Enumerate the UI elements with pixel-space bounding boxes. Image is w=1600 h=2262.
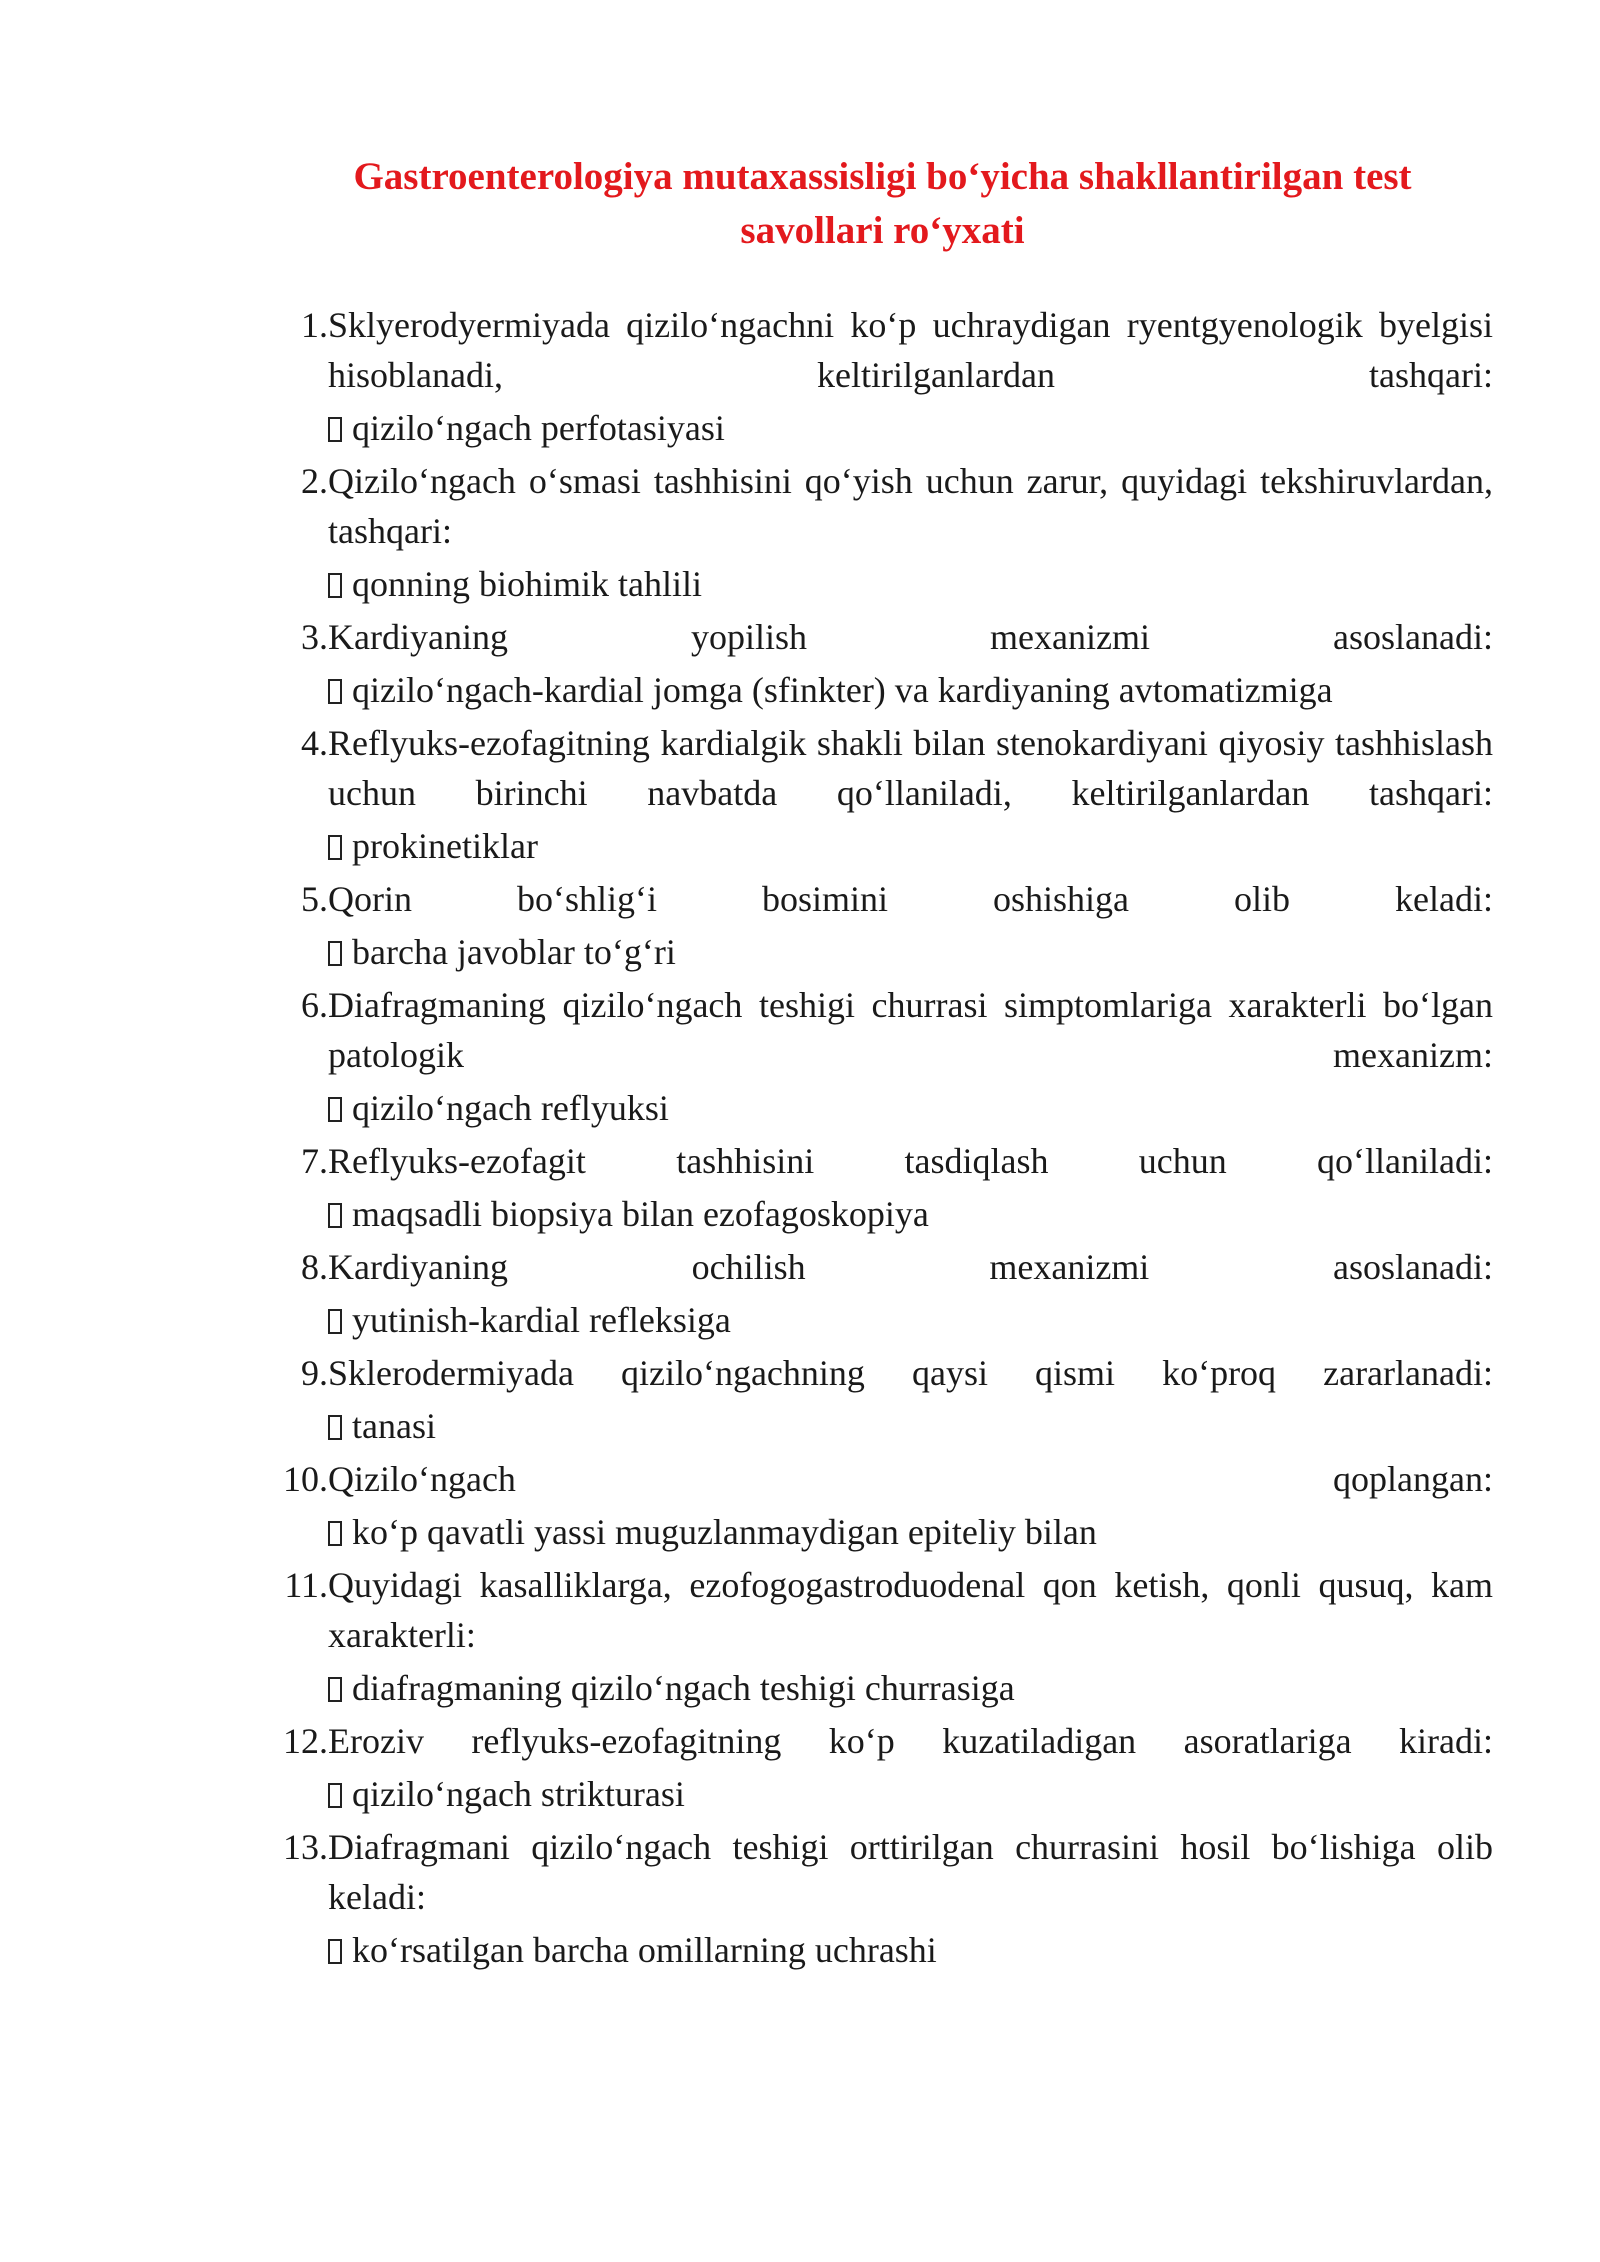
answer-line — [328, 1080, 1495, 1136]
question-text: Qizilo‘ngach qoplangan: — [328, 1459, 1493, 1499]
answer-line — [328, 1398, 1495, 1454]
answer-text: maqsadli biopsiya bilan ezofagoskopiya — [352, 1194, 929, 1234]
question-item — [270, 456, 1495, 612]
question-number: 6. — [301, 985, 328, 1025]
question-item — [270, 1242, 1495, 1348]
question-text: Reflyuks-ezofagitning kardialgik shakli bilan stenokardiyani qiyosiy tashhislash uchun birinchi navbatda qo‘llaniladi, keltirilganlardan tashqari: — [328, 723, 1493, 813]
checkbox-square-icon — [328, 679, 342, 704]
question-text: Qizilo‘ngach o‘smasi tashhisini qo‘yish uchun zarur, quyidagi tekshiruvlardan, tashqari: — [328, 461, 1493, 551]
question-text: Quyidagi kasalliklarga, ezofogogastroduodenal qon ketish, qonli qusuq, kam xarakterli: — [328, 1565, 1493, 1655]
checkbox-square-icon — [328, 1415, 342, 1440]
question-text: Diafragmaning qizilo‘ngach teshigi churrasi simptomlariga xarakterli bo‘lgan patologik mexanizm: — [328, 985, 1493, 1075]
checkbox-square-icon — [328, 1939, 342, 1964]
checkbox-square-icon — [328, 1521, 342, 1546]
answer-line — [328, 1660, 1495, 1716]
answer-text: ko‘rsatilgan barcha omillarning uchrashi — [352, 1930, 937, 1970]
answer-line — [328, 818, 1495, 874]
answer-text: qizilo‘ngach strikturasi — [352, 1774, 685, 1814]
question-item — [270, 1822, 1495, 1978]
question-text: Diafragmani qizilo‘ngach teshigi orttirilgan churrasini hosil bo‘lishiga olib keladi: — [328, 1827, 1493, 1917]
question-number: 10. — [283, 1459, 328, 1499]
answer-text: qizilo‘ngach-kardial jomga (sfinkter) va kardiyaning avtomatizmiga — [352, 670, 1333, 710]
answer-text: tanasi — [352, 1406, 436, 1446]
question-text: Sklerodermiyada qizilo‘ngachning qaysi qismi ko‘proq zararlanadi: — [328, 1353, 1493, 1393]
answer-line — [328, 1504, 1495, 1560]
answer-line — [328, 400, 1495, 456]
answer-text: diafragmaning qizilo‘ngach teshigi churrasiga — [352, 1668, 1015, 1708]
checkbox-square-icon — [328, 1097, 342, 1122]
answer-line — [328, 556, 1495, 612]
question-item — [270, 1454, 1495, 1560]
checkbox-square-icon — [328, 1203, 342, 1228]
question-number: 12. — [283, 1721, 328, 1761]
question-item — [270, 718, 1495, 874]
checkbox-square-icon — [328, 835, 342, 860]
answer-text: qonning biohimik tahlili — [352, 564, 702, 604]
question-number: 9. — [301, 1353, 328, 1393]
question-item — [270, 1136, 1495, 1242]
question-number: 11. — [284, 1565, 328, 1605]
question-text: Qorin bo‘shlig‘i bosimini oshishiga olib keladi: — [328, 879, 1493, 919]
question-number: 8. — [301, 1247, 328, 1287]
answer-line — [328, 924, 1495, 980]
checkbox-square-icon — [328, 417, 342, 442]
question-item — [270, 980, 1495, 1136]
answer-text: qizilo‘ngach reflyuksi — [352, 1088, 669, 1128]
question-text: Sklyerodyermiyada qizilo‘ngachni ko‘p uchraydigan ryentgyenologik byelgisi hisoblanadi, keltirilganlardan tashqari: — [328, 305, 1493, 395]
question-number: 1. — [301, 305, 328, 345]
question-list — [270, 300, 1495, 1978]
question-item — [270, 300, 1495, 456]
checkbox-square-icon — [328, 941, 342, 966]
checkbox-square-icon — [328, 1677, 342, 1702]
answer-text: barcha javoblar to‘g‘ri — [352, 932, 676, 972]
question-text: Reflyuks-ezofagit tashhisini tasdiqlash uchun qo‘llaniladi: — [328, 1141, 1493, 1181]
answer-text: prokinetiklar — [352, 826, 538, 866]
question-text: Kardiyaning ochilish mexanizmi asoslanadi: — [328, 1247, 1493, 1287]
answer-line — [328, 1766, 1495, 1822]
question-number: 13. — [283, 1827, 328, 1867]
checkbox-square-icon — [328, 1783, 342, 1808]
question-item — [270, 1716, 1495, 1822]
checkbox-square-icon — [328, 573, 342, 598]
question-number: 4. — [301, 723, 328, 763]
answer-text: yutinish-kardial refleksiga — [352, 1300, 731, 1340]
answer-line — [328, 1186, 1495, 1242]
answer-text: ko‘p qavatli yassi muguzlanmaydigan epiteliy bilan — [352, 1512, 1097, 1552]
question-item — [270, 1560, 1495, 1716]
question-item — [270, 874, 1495, 980]
checkbox-square-icon — [328, 1309, 342, 1334]
question-number: 3. — [301, 617, 328, 657]
question-text: Eroziv reflyuks-ezofagitning ko‘p kuzatiladigan asoratlariga kiradi: — [328, 1721, 1493, 1761]
question-item — [270, 612, 1495, 718]
question-item — [270, 1348, 1495, 1454]
question-number: 5. — [301, 879, 328, 919]
document-title: Gastroenterologiya mutaxassisligi bo‘yicha shakllantirilgan test savollari ro‘yxati — [353, 155, 1412, 252]
question-number: 2. — [301, 461, 328, 501]
answer-line — [328, 662, 1495, 718]
answer-line — [328, 1922, 1495, 1978]
answer-text: qizilo‘ngach perfotasiyasi — [352, 408, 725, 448]
answer-line — [328, 1292, 1495, 1348]
question-text: Kardiyaning yopilish mexanizmi asoslanadi: — [328, 617, 1493, 657]
question-number: 7. — [301, 1141, 328, 1181]
